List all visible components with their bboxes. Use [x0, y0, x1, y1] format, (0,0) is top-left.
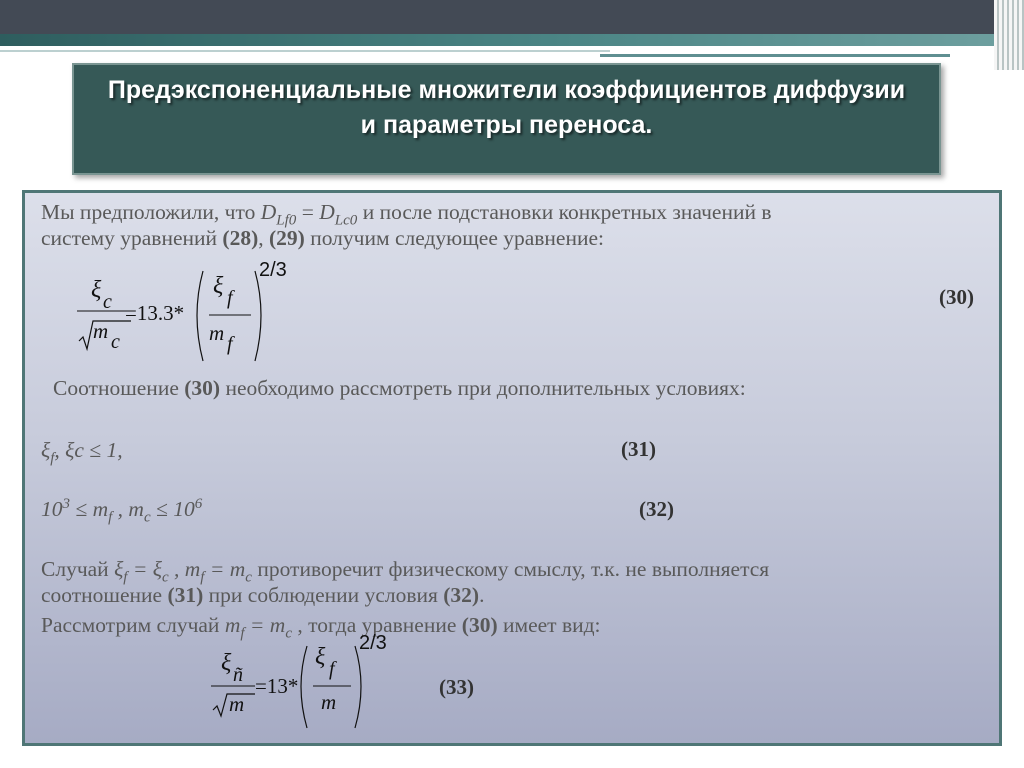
xi-symbol: ξ: [114, 557, 124, 581]
intro-line-2: [41, 225, 604, 251]
text: необходимо рассмотреть при дополнительных условиях:: [220, 376, 746, 400]
text: противоречит физическому смыслу, т.к. не выполняется: [251, 557, 770, 581]
top-teal-band: [0, 34, 1024, 46]
xi-symbol: ξ: [213, 273, 224, 299]
text: 10: [41, 497, 63, 521]
subscript: ñ: [233, 664, 243, 686]
text: и после подстановки конкретных значений в: [357, 200, 772, 224]
slide-title-box: [72, 63, 941, 175]
xi-symbol: ξ: [41, 438, 51, 462]
equation-30: [73, 257, 333, 367]
title-line-2: и параметры переноса.: [360, 111, 653, 139]
decor-line: [600, 54, 950, 57]
m-symbol: m: [93, 319, 109, 343]
subscript: c: [245, 569, 252, 586]
equation-ref: (30): [461, 613, 498, 637]
text: ≤ 10: [150, 497, 195, 521]
text: получим следующее уравнение:: [304, 226, 605, 250]
text: Мы предположили, что: [41, 200, 261, 224]
superscript: 6: [194, 495, 203, 512]
text: , тогда уравнение: [292, 613, 462, 637]
subscript: f: [227, 333, 233, 355]
m-symbol: m: [224, 613, 241, 637]
subscript: Lc0: [334, 212, 358, 229]
text: = m: [204, 557, 246, 581]
text: систему уравнений: [41, 226, 223, 250]
equation-number: (31): [621, 437, 656, 461]
consider-line: [41, 612, 601, 642]
subscript: c: [143, 509, 151, 526]
condition-31: [41, 437, 123, 467]
text: соотношение: [41, 583, 168, 607]
equation-ref: (29): [268, 226, 305, 250]
superscript: 3: [62, 495, 71, 512]
equation-33: [207, 632, 417, 736]
equation-number: (33): [439, 675, 474, 699]
subscript: c: [161, 569, 169, 586]
subscript: f: [200, 569, 205, 586]
equation-number: (30): [939, 285, 974, 309]
subscript: c: [285, 625, 293, 642]
subscript: c: [111, 331, 120, 353]
m-symbol: m: [209, 321, 225, 345]
relation-text: [53, 375, 746, 401]
equation-ref: (32): [443, 583, 480, 607]
coefficient: =13*: [255, 674, 299, 698]
xi-symbol: ξ: [315, 644, 326, 670]
text: = m: [244, 613, 286, 637]
slide-title: [74, 73, 939, 143]
subscript: f: [227, 287, 233, 309]
d-symbol: D: [260, 200, 277, 224]
subscript: f: [50, 450, 55, 467]
text: Соотношение: [53, 376, 185, 400]
equation-ref: (30): [184, 376, 221, 400]
subscript: f: [240, 625, 245, 642]
text: Случай: [41, 557, 115, 581]
content-box: [22, 190, 1002, 746]
subscript: c: [103, 291, 112, 313]
decor-line: [0, 50, 610, 52]
text: = ξ: [127, 557, 162, 581]
subscript: Lf0: [276, 212, 297, 229]
top-decor-bar: [0, 0, 1024, 34]
case-line-2: [41, 582, 484, 608]
text: ,: [258, 226, 269, 250]
equation-number: (32): [639, 497, 674, 521]
intro-line-1: [41, 199, 772, 229]
text: , ξc ≤ 1,: [54, 438, 123, 462]
xi-symbol: ξ: [91, 277, 102, 303]
equation-ref: (31): [167, 583, 204, 607]
text: , m: [112, 497, 144, 521]
equation-ref: (28): [222, 226, 259, 250]
text: Рассмотрим случай: [41, 613, 225, 637]
d-symbol: D: [319, 200, 335, 224]
title-line-1: Предэкспоненциальные множители коэффициентов диффузии: [107, 76, 906, 104]
case-line-1: [41, 556, 770, 586]
text: при соблюдении условия: [203, 583, 444, 607]
exponent: 2/3: [359, 632, 387, 654]
m-symbol: m: [321, 690, 337, 714]
text: ≤ m: [70, 497, 109, 521]
coefficient: =13.3*: [125, 301, 185, 325]
decor-stripes: [994, 0, 1024, 70]
subscript: f: [329, 658, 335, 680]
m-symbol: m: [229, 692, 245, 716]
exponent: 2/3: [259, 259, 287, 281]
subscript: f: [123, 569, 128, 586]
xi-symbol: ξ: [221, 650, 232, 676]
condition-32: [41, 495, 203, 526]
text: , m: [168, 557, 201, 581]
subscript: f: [108, 509, 113, 526]
text: .: [479, 583, 485, 607]
text: =: [296, 200, 320, 224]
text: имеет вид:: [497, 613, 601, 637]
